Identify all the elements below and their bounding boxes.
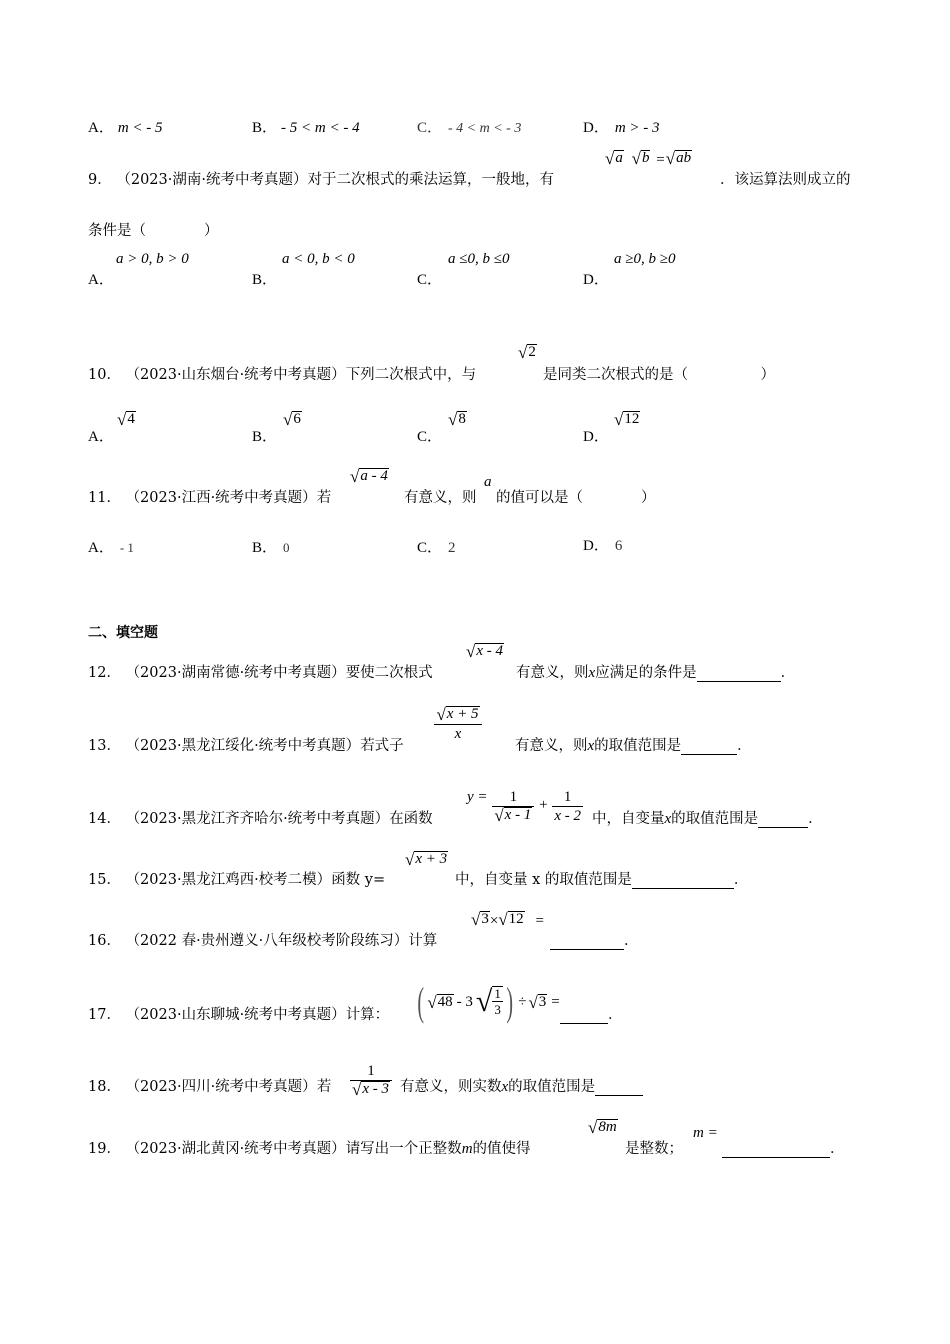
sqrt-a-minus-4: √ a - 4 xyxy=(350,467,388,486)
option-b: B． xyxy=(252,429,278,445)
question-source: （2023·黑龙江绥化·统考中考真题） xyxy=(125,738,361,754)
option-d: D． xyxy=(583,272,609,288)
question-source: （2023·湖南·统考中考真题） xyxy=(116,172,308,188)
formula-sqrt-a-sqrt-b: √ a √ b = √ ab xyxy=(605,149,692,168)
expression-formula: ( √ 48 - 3 √ $\frac{1}{3}$ ) ÷ √ 3 = xyxy=(417,979,560,1024)
answer-blank[interactable] xyxy=(697,667,781,682)
answer-blank[interactable] xyxy=(560,1009,608,1024)
option-a: A． - 1 xyxy=(88,540,134,556)
section-title: 二、填空题 xyxy=(88,625,158,641)
answer-blank[interactable] xyxy=(722,1143,830,1158)
question-number: 14． xyxy=(88,811,121,827)
answer-blank[interactable] xyxy=(632,874,734,889)
sqrt-3-times-sqrt-12: √ 3 × √ 12 = xyxy=(471,910,544,929)
question-number: 13． xyxy=(88,738,121,754)
question-source: （2023·山东烟台·统考中考真题） xyxy=(125,367,346,383)
sqrt-x-plus-3: √ x + 3 xyxy=(405,850,448,869)
fraction-1-over-sqrt-x-minus-3: 1 √ x - 3 xyxy=(350,1063,392,1099)
option-b: B． - 5 < m < - 4 xyxy=(252,120,360,136)
question-source: （2023·湖北黄冈·统考中考真题） xyxy=(125,1141,346,1157)
option-a: A． xyxy=(88,272,114,288)
option-b: B． xyxy=(252,272,278,288)
option-d: D． m > - 3 xyxy=(583,120,660,136)
option-c: C． xyxy=(417,272,443,288)
option-d: D． 6 xyxy=(583,538,623,554)
question-number: 12． xyxy=(88,665,121,681)
option-a: A． m < - 5 xyxy=(88,120,163,136)
question-number: 19． xyxy=(88,1141,121,1157)
question-number: 18． xyxy=(88,1079,121,1095)
fraction-sqrt-x-plus-5-over-x: √ x + 5 x xyxy=(434,706,482,743)
option-c: C． - 4 < m < - 3 xyxy=(417,120,522,136)
sqrt-8m: √ 8m xyxy=(588,1118,617,1137)
sqrt-2: √ 2 xyxy=(518,343,536,362)
question-number: 15． xyxy=(88,872,121,888)
answer-blank[interactable] xyxy=(681,740,737,755)
question-source: （2023·黑龙江齐齐哈尔·统考中考真题） xyxy=(125,811,390,827)
question-source: （2022 春·贵州遵义·八年级校考阶段练习） xyxy=(125,933,409,949)
question-number: 9． xyxy=(88,172,112,188)
question-number: 11． xyxy=(88,490,121,506)
answer-blank[interactable] xyxy=(758,813,808,828)
question-source: （2023·黑龙江鸡西·校考二模） xyxy=(125,872,332,888)
question-source: （2023·四川·统考中考真题） xyxy=(125,1079,317,1095)
option-c: C． xyxy=(417,429,443,445)
option-c: C． 2 xyxy=(417,540,456,556)
question-source: （2023·湖南常德·统考中考真题） xyxy=(125,665,346,681)
question-number: 17． xyxy=(88,1007,121,1023)
answer-blank[interactable] xyxy=(595,1081,643,1096)
answer-blank[interactable] xyxy=(550,935,624,950)
sqrt-x-minus-4: √ x - 4 xyxy=(466,642,503,661)
question-source: （2023·山东聊城·统考中考真题） xyxy=(125,1007,346,1023)
function-formula: y = 1 √ x - 1 + $\frac{1}{x - 2}$ xyxy=(467,789,581,825)
question-number: 10． xyxy=(88,367,121,383)
option-d: D． xyxy=(583,429,609,445)
question-source: （2023·江西·统考中考真题） xyxy=(125,490,317,506)
option-a: A． xyxy=(88,429,114,445)
question-number: 16． xyxy=(88,933,121,949)
option-b: B． 0 xyxy=(252,540,290,556)
